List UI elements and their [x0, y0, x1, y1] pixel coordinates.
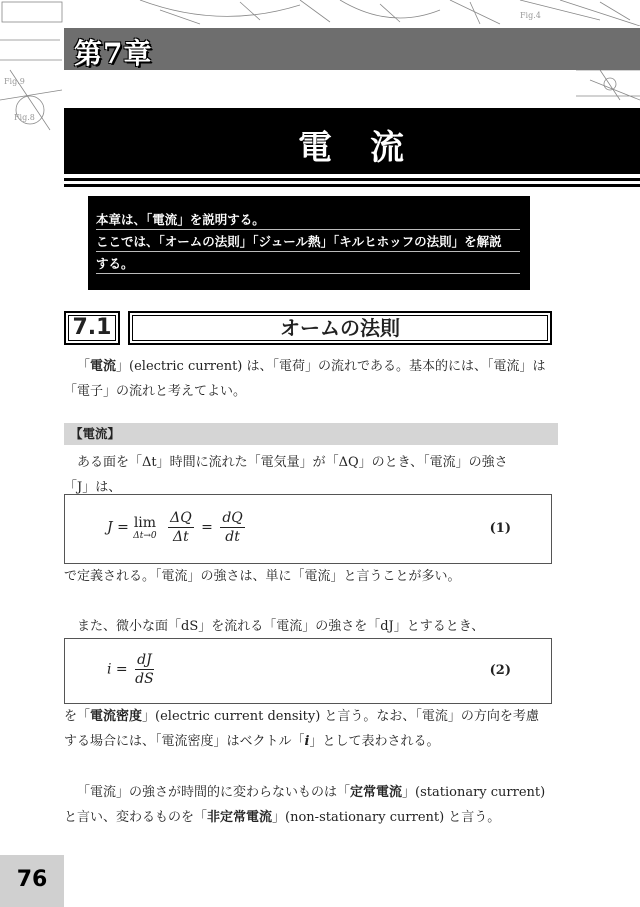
- paragraph: で定義される。「電流」の強さは、単に「電流」と言うことが多い。: [64, 569, 461, 584]
- denominator: Δt: [173, 529, 189, 545]
- chapter-title-box: [64, 104, 640, 174]
- text: ある面を「Δt」時間に流れた「電気量」が「ΔQ」のとき、「電流」の強さ: [77, 455, 508, 470]
- numerator: dJ: [137, 652, 152, 668]
- paragraph-current-density: [64, 704, 554, 754]
- term-bold: 非定常電流: [207, 810, 273, 825]
- paragraph-electric-current: [64, 354, 554, 404]
- fraction: [135, 651, 154, 688]
- chapter-label: 第7章: [74, 37, 153, 70]
- intro-line: 本章は、「電流」を説明する。: [96, 210, 520, 230]
- svg-text:Fig.8: Fig.8: [14, 113, 35, 122]
- text: 「電流」の強さが時間的に変わらないものは「: [77, 785, 351, 800]
- text: と言い、変わるものを「: [64, 810, 208, 825]
- text: 」として表わされる。: [309, 734, 440, 749]
- text: 」(electric current) は、「電荷」の流れである。基本的には、「電流」は: [116, 359, 546, 374]
- svg-text:Fig.4: Fig.4: [520, 11, 541, 20]
- equation-2: [107, 651, 157, 688]
- equation-1: [107, 509, 248, 546]
- equation-box-1: [64, 494, 552, 564]
- text: する場合には、「電流密度」はベクトル「: [64, 734, 305, 749]
- lim-subscript: Δt→0: [133, 530, 157, 541]
- equation-box-2: [64, 638, 552, 704]
- vector-symbol: i: [304, 734, 310, 749]
- title-rule: [64, 178, 640, 181]
- section-title: オームの法則: [128, 311, 552, 345]
- chapter-header-bar: [64, 26, 640, 70]
- equals-sign: =: [201, 519, 213, 536]
- chapter-intro-box: [88, 196, 530, 290]
- eq-lhs: J =: [107, 519, 129, 536]
- equation-number: (2): [489, 663, 511, 678]
- term-bold: 電流密度: [90, 709, 143, 724]
- intro-line: ここでは、「オームの法則」「ジュール熱」「キルヒホッフの法則」を解説: [96, 232, 520, 252]
- text: 「J」は、: [64, 480, 122, 495]
- section-number: 7.1: [64, 311, 120, 345]
- title-rule: [64, 184, 640, 187]
- text: 」(non-stationary current) と言う。: [272, 810, 501, 825]
- text: 」(stationary current): [402, 785, 546, 800]
- intro-line: する。: [96, 254, 520, 274]
- svg-text:Fig.9: Fig.9: [4, 77, 25, 86]
- lim-text: lim: [133, 514, 157, 531]
- fraction: [168, 509, 194, 546]
- denominator: dS: [135, 671, 154, 687]
- paragraph: また、微小な面「dS」を流れる「電流」の強さを「dJ」とするとき、: [77, 619, 485, 634]
- eq-lhs: i =: [107, 661, 128, 678]
- term-bold: 定常電流: [350, 785, 403, 800]
- numerator: ΔQ: [170, 510, 192, 526]
- paragraph-definition: [64, 450, 554, 500]
- text: 「: [77, 359, 91, 374]
- fraction: [220, 509, 244, 546]
- page-number-tab: [0, 855, 64, 907]
- term-bold: 電流: [90, 359, 117, 374]
- chapter-title: 電 流: [298, 128, 406, 168]
- denominator: dt: [225, 529, 240, 545]
- text: 「電子」の流れと考えてよい。: [64, 384, 247, 399]
- equation-number: (1): [489, 521, 511, 536]
- numerator: dQ: [222, 510, 243, 526]
- page-number: 76: [16, 867, 48, 892]
- paragraph-stationary-current: [64, 780, 554, 830]
- text: を「: [64, 709, 91, 724]
- limit: [133, 515, 156, 541]
- subsection-heading: 【電流】: [64, 423, 558, 445]
- text: 」(electric current density) と言う。なお、「電流」の方向を考慮: [142, 709, 539, 724]
